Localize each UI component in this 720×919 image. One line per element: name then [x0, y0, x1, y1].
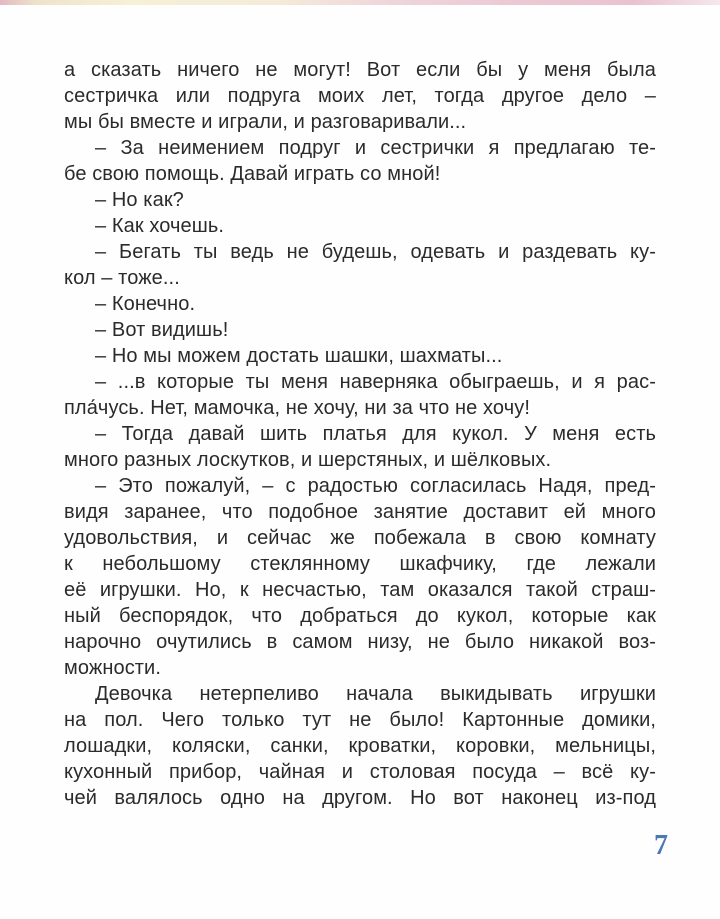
- text-line: а сказать ничего не могут! Вот если бы у меня была: [64, 59, 656, 81]
- text-line: ный беспорядок, что добраться до кукол, которые как: [64, 605, 656, 627]
- text-line: на пол. Чего только тут не было! Картонные домики,: [64, 709, 656, 731]
- page-number: 7: [654, 830, 668, 861]
- text-line: бе свою помощь. Давай играть со мной!: [64, 163, 441, 185]
- text-line: к небольшому стеклянному шкафчику, где лежали: [64, 553, 656, 575]
- text-line: Девочка нетерпеливо начала выкидывать игрушки: [95, 683, 656, 705]
- text-line: сестричка или подруга моих лет, тогда другое дело –: [64, 85, 656, 107]
- text-line: – Тогда давай шить платья для кукол. У меня есть: [95, 423, 656, 445]
- text-line: кухонный прибор, чайная и столовая посуда – всё ку-: [64, 761, 656, 783]
- text-line: – Как хочешь.: [95, 215, 225, 237]
- text-line: можности.: [64, 657, 161, 679]
- page-edge-strip: [0, 0, 720, 5]
- text-block: [64, 57, 656, 811]
- text-line: чей валялось одно на другом. Но вот наконец из-под: [64, 787, 656, 809]
- text-line: удовольствия, и сейчас же побежала в свою комнату: [64, 527, 656, 549]
- text-line: мы бы вместе и играли, и разговаривали...: [64, 111, 467, 133]
- text-line: – ...в которые ты меня наверняка обыграешь, и я рас-: [95, 371, 656, 393]
- text-line: нарочно очутились в самом низу, не было никакой воз-: [64, 631, 656, 653]
- text-line: пла́чусь. Нет, мамочка, не хочу, ни за что не хочу!: [64, 397, 530, 419]
- text-line: – Вот видишь!: [95, 319, 229, 341]
- text-line: – Бегать ты ведь не будешь, одевать и раздевать ку-: [95, 241, 656, 263]
- text-line: видя заранее, что подобное занятие доставит ей много: [64, 501, 656, 523]
- text-line: кол – тоже...: [64, 267, 180, 289]
- text-line: – За неимением подруг и сестрички я предлагаю те-: [95, 137, 656, 159]
- text-line: – Но как?: [95, 189, 184, 211]
- text-line: – Конечно.: [95, 293, 196, 315]
- text-line: её игрушки. Но, к несчастью, там оказался такой страш-: [64, 579, 656, 601]
- text-line: много разных лоскутков, и шерстяных, и шёлковых.: [64, 449, 552, 471]
- text-line: – Это пожалуй, – с радостью согласилась Надя, пред-: [95, 475, 656, 497]
- text-line: – Но мы можем достать шашки, шахматы...: [95, 345, 503, 367]
- text-line: лошадки, коляски, санки, кроватки, коровки, мельницы,: [64, 735, 656, 757]
